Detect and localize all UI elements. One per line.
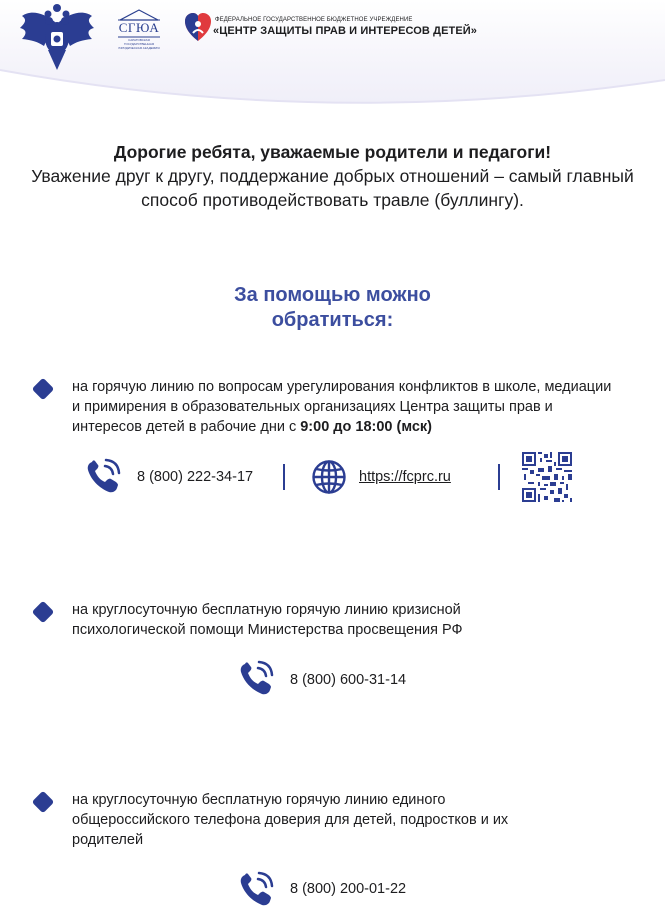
item-3-phone[interactable]: 8 (800) 200-01-22 bbox=[290, 881, 407, 897]
header bbox=[0, 0, 665, 118]
help-title: За помощью можно обратиться: bbox=[234, 284, 431, 331]
bullet-icon bbox=[32, 791, 55, 814]
intro-greeting: Дорогие ребята, уважаемые родители и педагоги! bbox=[113, 142, 552, 162]
divider bbox=[498, 464, 500, 490]
qr-code-icon[interactable] bbox=[522, 452, 572, 502]
header-wave-decoration bbox=[0, 60, 665, 130]
item-1-description: на горячую линию по вопросам урегулирования конфликтов в школе, медиации и примирения в образовательных организациях Центра защиты прав и интересов детей в рабочие дни с bbox=[72, 379, 612, 435]
item-1-text bbox=[72, 377, 622, 437]
sgua-logo-subtext: САРАТОВСКАЯ ГОСУДАРСТВЕННАЯ ЮРИДИЧЕСКАЯ АКАДЕМИЯ bbox=[118, 38, 160, 50]
emblem-icon bbox=[18, 2, 96, 72]
phone-icon bbox=[237, 660, 275, 698]
intro-message: Уважение друг к другу, поддержание добрых отношений – самый главный способ противодействовать травле (буллингу). bbox=[31, 166, 634, 210]
divider bbox=[283, 464, 285, 490]
intro-text bbox=[30, 140, 635, 212]
sgua-logo bbox=[112, 8, 166, 52]
item-1-website-link[interactable]: https://fcprc.ru bbox=[359, 469, 451, 485]
item-2-contacts bbox=[0, 658, 665, 708]
item-1-hours: 9:00 до 18:00 (мск) bbox=[300, 419, 433, 435]
bullet-icon bbox=[32, 601, 55, 624]
item-3-contacts bbox=[0, 869, 665, 919]
item-1-phone[interactable]: 8 (800) 222-34-17 bbox=[137, 469, 254, 485]
bullet-icon bbox=[32, 378, 55, 401]
phone-icon bbox=[237, 871, 275, 909]
globe-icon bbox=[311, 459, 347, 495]
item-2-text: на круглосуточную бесплатную горячую линию кризисной психологической помощи Министерства просвещения РФ bbox=[72, 602, 463, 638]
item-3-text: на круглосуточную бесплатную горячую линию единого общероссийского телефона доверия для детей, подростков и их родителей bbox=[72, 792, 509, 848]
phone-icon bbox=[84, 458, 122, 496]
org-type-label: ФЕДЕРАЛЬНОЕ ГОСУДАРСТВЕННОЕ БЮДЖЕТНОЕ УЧРЕЖДЕНИЕ bbox=[215, 17, 413, 23]
org-name-label: «ЦЕНТР ЗАЩИТЫ ПРАВ И ИНТЕРЕСОВ ДЕТЕЙ» bbox=[213, 25, 477, 37]
sgua-logo-text: СГЮА bbox=[118, 20, 160, 35]
item-1-contacts bbox=[0, 452, 665, 502]
item-2-phone[interactable]: 8 (800) 600-31-14 bbox=[290, 672, 407, 688]
fcp-heart-logo-icon bbox=[184, 11, 212, 43]
